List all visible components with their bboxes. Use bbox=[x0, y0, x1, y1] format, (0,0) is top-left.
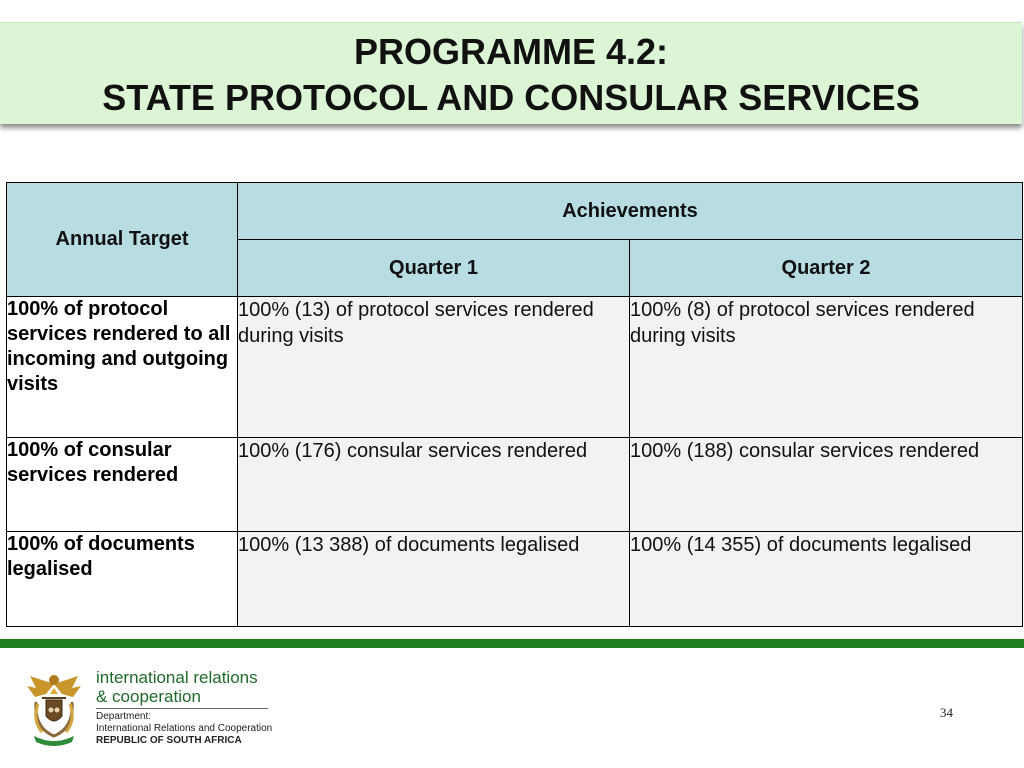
header-achievements: Achievements bbox=[238, 183, 1023, 240]
department-label: Department: bbox=[96, 711, 152, 722]
quarter-1-cell: 100% (176) consular services rendered bbox=[238, 438, 630, 532]
annual-target-cell: 100% of consular services rendered bbox=[7, 438, 238, 532]
brand-wordmark bbox=[96, 668, 258, 706]
table-row bbox=[7, 532, 1023, 627]
quarter-2-cell: 100% (14 355) of documents legalised bbox=[630, 532, 1023, 627]
quarter-1-cell: 100% (13) of protocol services rendered during visits bbox=[238, 297, 630, 438]
department-name: International Relations and Cooperation bbox=[96, 723, 273, 734]
slide-title-line-1: PROGRAMME 4.2: bbox=[353, 31, 669, 72]
header-row-top bbox=[7, 183, 1023, 240]
header-quarter-2: Quarter 2 bbox=[630, 240, 1023, 297]
quarter-1-cell: 100% (13 388) of documents legalised bbox=[238, 532, 630, 627]
header-quarter-1: Quarter 1 bbox=[238, 240, 630, 297]
quarter-2-cell: 100% (8) of protocol services rendered during visits bbox=[630, 297, 1023, 438]
brand-divider bbox=[96, 708, 268, 709]
country-name: REPUBLIC OF SOUTH AFRICA bbox=[96, 735, 242, 746]
brand-line-2: & cooperation bbox=[96, 687, 201, 706]
table-row bbox=[7, 438, 1023, 532]
quarter-2-cell: 100% (188) consular services rendered bbox=[630, 438, 1023, 532]
title-banner bbox=[0, 22, 1022, 124]
footer-divider bbox=[0, 639, 1024, 648]
slide-title-line-2: STATE PROTOCOL AND CONSULAR SERVICES bbox=[102, 77, 920, 118]
annual-target-cell: 100% of documents legalised bbox=[7, 532, 238, 627]
header-annual-target: Annual Target bbox=[7, 183, 238, 297]
page-number: 34 bbox=[940, 705, 953, 720]
table-row bbox=[7, 297, 1023, 438]
brand-line-1: international relations bbox=[96, 668, 258, 687]
annual-target-cell: 100% of protocol services rendered to all incoming and outgoing visits bbox=[7, 297, 238, 438]
coat-of-arms-icon bbox=[24, 670, 84, 750]
achievements-table bbox=[6, 182, 1023, 627]
department-block bbox=[96, 711, 272, 735]
